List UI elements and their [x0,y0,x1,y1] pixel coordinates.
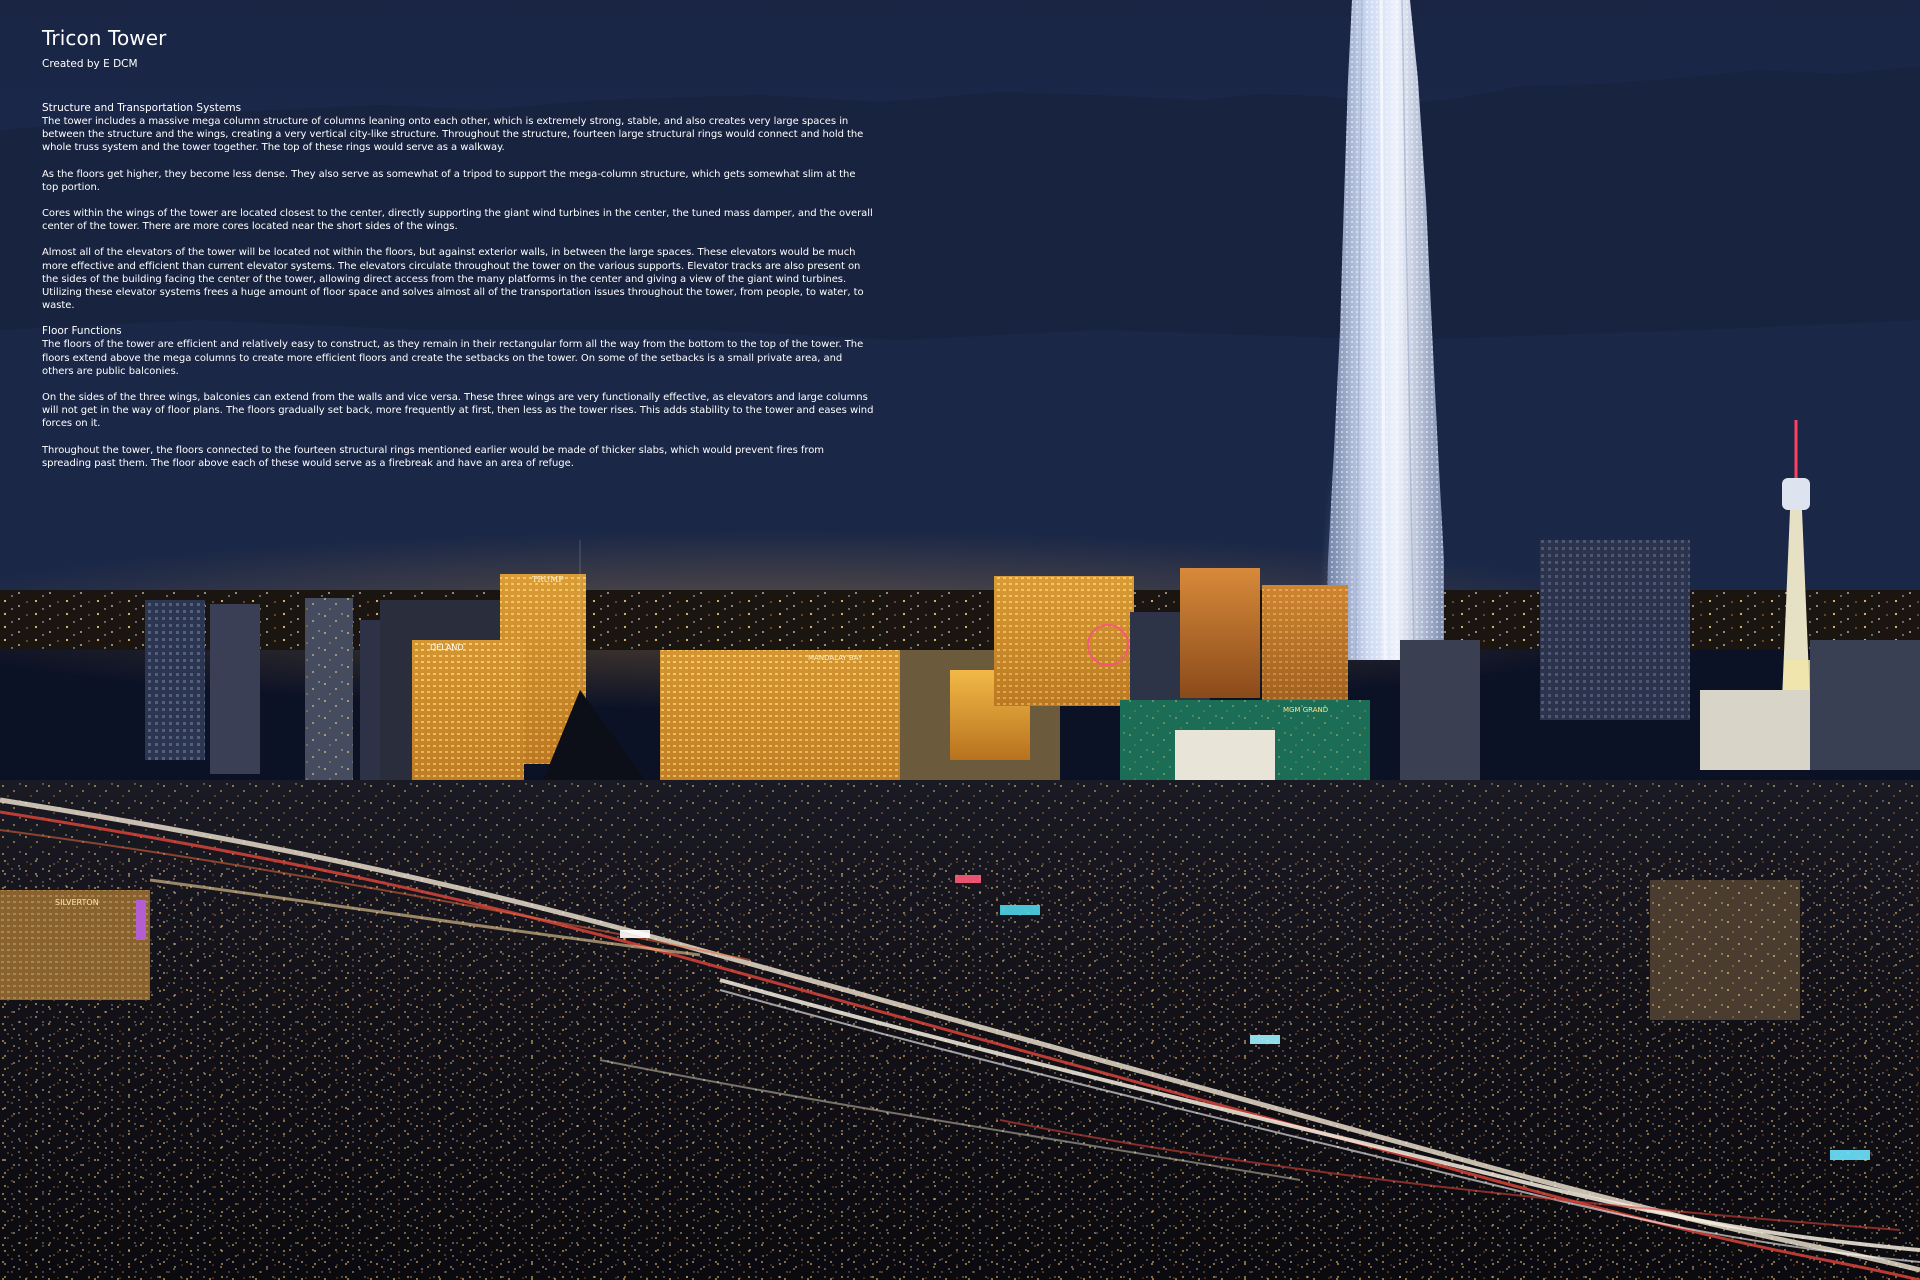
section-heading: Floor Functions [42,325,122,338]
page-title: Tricon Tower [42,26,167,50]
paragraph: The floors of the tower are efficient and relatively easy to construct, as they remain in their rectangular form all the way from the bottom to the top of the tower. The floors extend above the mega columns to create more efficient floors and create the setbacks on the tower. On some of the setbacks is a small private area, and others are public balconies. [42,339,864,377]
paragraph: The tower includes a massive mega column structure of columns leaning onto each other, which is extremely strong, stable, and also creates very large spaces in between the structure and the wings, creating a very vertical city-like structure. Throughout the structure, fourteen large structural rings would connect and hold the whole truss system and the tower together. The top of these rings would serve as a walkway. [42,116,864,154]
paragraph: Almost all of the elevators of the tower will be located not within the floors, but against exterior walls, in between the large spaces. These elevators would be much more effective and efficient than current elevator systems. The elevators circulate throughout the tower on the various supports. Elevator tracks are also present on the sides of the building facing the center of the tower, allowing direct access from the many platforms in the center and giving a view of the giant wind turbines. Utilizing these elevator systems frees a huge amount of floor space and solves almost all of the transportation issues throughout the tower, from people, to water, to waste. [42,247,864,312]
sign-trump: TRUMP [532,575,564,584]
section-structure [42,102,874,312]
sign-mandalay: MANDALAY BAY [808,654,863,662]
author-byline: Created by E DCM [42,58,138,70]
paragraph: As the floors get higher, they become less dense. They also serve as somewhat of a tripod to support the mega-column structure, which gets somewhat slim at the top portion. [42,168,856,193]
sign-mgm: MGM GRAND [1283,706,1329,714]
section-heading: Structure and Transportation Systems [42,102,242,114]
description-panel [42,26,874,483]
section-floor-functions [42,325,874,470]
paragraph: On the sides of the three wings, balconies can extend from the walls and vice versa. These three wings are very functionally effective, as elevators and large columns will not get in the way of floor plans. The floors gradually set back, more frequently at first, then less as the tower rises. This adds stability to the tower and eases wind forces on it. [42,392,874,430]
sign-silverton: SILVERTON [55,898,99,907]
paragraph: Cores within the wings of the tower are located closest to the center, directly supporting the giant wind turbines in the center, the tuned mass damper, and the overall center of the tower. There are more cores located near the short sides of the wings. [42,208,873,233]
paragraph: Throughout the tower, the floors connected to the fourteen structural rings mentioned earlier would be made of thicker slabs, which would prevent fires from spreading past them. The floor above each of these would serve as a firebreak and have an area of refuge. [42,444,825,469]
sign-delano: DELANO [430,643,464,652]
